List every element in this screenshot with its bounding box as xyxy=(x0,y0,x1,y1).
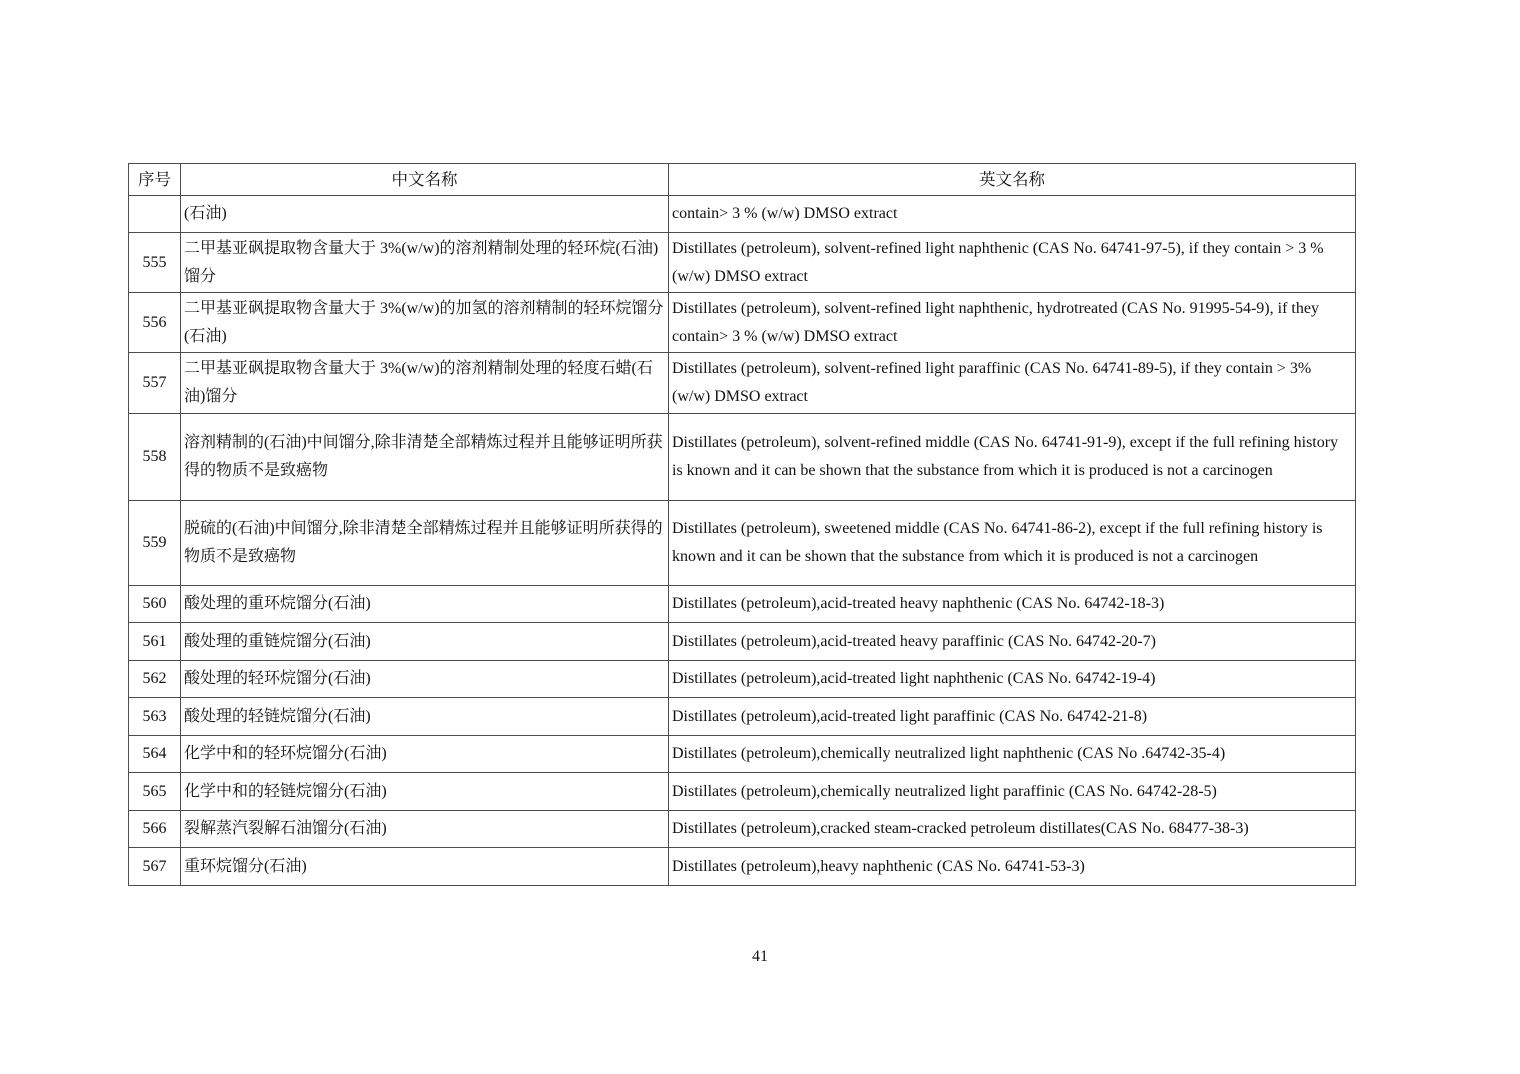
row-index: 559 xyxy=(129,501,181,586)
row-english-name: Distillates (petroleum),acid-treated heavy paraffinic (CAS No. 64742-20-7) xyxy=(669,623,1356,661)
table-row xyxy=(129,196,1356,233)
table-row xyxy=(129,773,1356,811)
row-chinese-name: 化学中和的轻链烷馏分(石油) xyxy=(181,773,669,811)
row-index: 565 xyxy=(129,773,181,811)
row-index: 556 xyxy=(129,293,181,353)
table-header-row xyxy=(129,164,1356,196)
row-chinese-name: 酸处理的轻链烷馏分(石油) xyxy=(181,698,669,736)
row-chinese-name: 二甲基亚砜提取物含量大于 3%(w/w)的溶剂精制处理的轻环烷(石油)馏分 xyxy=(181,233,669,293)
row-chinese-name: 二甲基亚砜提取物含量大于 3%(w/w)的溶剂精制处理的轻度石蜡(石油)馏分 xyxy=(181,353,669,414)
table-row xyxy=(129,501,1356,586)
row-chinese-name: 溶剂精制的(石油)中间馏分,除非清楚全部精炼过程并且能够证明所获得的物质不是致癌物 xyxy=(181,414,669,501)
row-english-name: contain> 3 % (w/w) DMSO extract xyxy=(669,196,1356,233)
table-row xyxy=(129,353,1356,414)
table-row xyxy=(129,586,1356,623)
row-english-name: Distillates (petroleum), solvent-refined middle (CAS No. 64741-91-9), except if the full refining history is known and it can be shown that the substance from which it is produced is not a carcinogen xyxy=(669,414,1356,501)
table-row xyxy=(129,736,1356,773)
table-row xyxy=(129,233,1356,293)
row-english-name: Distillates (petroleum), solvent-refined light paraffinic (CAS No. 64741-89-5), if they contain > 3% (w/w) DMSO extract xyxy=(669,353,1356,414)
row-chinese-name: 重环烷馏分(石油) xyxy=(181,848,669,886)
table-row xyxy=(129,623,1356,661)
table-row xyxy=(129,414,1356,501)
row-english-name: Distillates (petroleum),chemically neutralized light paraffinic (CAS No. 64742-28-5) xyxy=(669,773,1356,811)
table-row xyxy=(129,293,1356,353)
table-row xyxy=(129,661,1356,698)
row-chinese-name: 脱硫的(石油)中间馏分,除非清楚全部精炼过程并且能够证明所获得的物质不是致癌物 xyxy=(181,501,669,586)
row-chinese-name: 酸处理的重链烷馏分(石油) xyxy=(181,623,669,661)
row-english-name: Distillates (petroleum),acid-treated heavy naphthenic (CAS No. 64742-18-3) xyxy=(669,586,1356,623)
row-chinese-name: (石油) xyxy=(181,196,669,233)
row-chinese-name: 酸处理的重环烷馏分(石油) xyxy=(181,586,669,623)
row-index: 555 xyxy=(129,233,181,293)
row-index: 557 xyxy=(129,353,181,414)
row-index: 561 xyxy=(129,623,181,661)
row-chinese-name: 二甲基亚砜提取物含量大于 3%(w/w)的加氢的溶剂精制的轻环烷馏分(石油) xyxy=(181,293,669,353)
row-chinese-name: 化学中和的轻环烷馏分(石油) xyxy=(181,736,669,773)
row-index: 562 xyxy=(129,661,181,698)
row-english-name: Distillates (petroleum),cracked steam-cracked petroleum distillates(CAS No. 68477-38-3) xyxy=(669,811,1356,848)
page-number: 41 xyxy=(752,948,768,965)
row-index: 563 xyxy=(129,698,181,736)
header-english-name: 英文名称 xyxy=(669,164,1356,196)
row-english-name: Distillates (petroleum),chemically neutralized light naphthenic (CAS No .64742-35-4) xyxy=(669,736,1356,773)
table-row xyxy=(129,811,1356,848)
row-english-name: Distillates (petroleum),heavy naphthenic (CAS No. 64741-53-3) xyxy=(669,848,1356,886)
row-index: 564 xyxy=(129,736,181,773)
substance-table xyxy=(128,163,1356,886)
row-index: 567 xyxy=(129,848,181,886)
row-english-name: Distillates (petroleum), solvent-refined light naphthenic (CAS No. 64741-97-5), if they contain > 3 % (w/w) DMSO extract xyxy=(669,233,1356,293)
table-row xyxy=(129,848,1356,886)
row-english-name: Distillates (petroleum),acid-treated light naphthenic (CAS No. 64742-19-4) xyxy=(669,661,1356,698)
row-chinese-name: 裂解蒸汽裂解石油馏分(石油) xyxy=(181,811,669,848)
row-index xyxy=(129,196,181,233)
row-index: 566 xyxy=(129,811,181,848)
row-index: 558 xyxy=(129,414,181,501)
row-index: 560 xyxy=(129,586,181,623)
row-english-name: Distillates (petroleum), sweetened middle (CAS No. 64741-86-2), except if the full refining history is known and it can be shown that the substance from which it is produced is not a carcinogen xyxy=(669,501,1356,586)
row-english-name: Distillates (petroleum),acid-treated light paraffinic (CAS No. 64742-21-8) xyxy=(669,698,1356,736)
header-chinese-name: 中文名称 xyxy=(181,164,669,196)
header-index: 序号 xyxy=(129,164,181,196)
row-english-name: Distillates (petroleum), solvent-refined light naphthenic, hydrotreated (CAS No. 91995-54-9), if they contain> 3 % (w/w) DMSO extract xyxy=(669,293,1356,353)
row-chinese-name: 酸处理的轻环烷馏分(石油) xyxy=(181,661,669,698)
table-row xyxy=(129,698,1356,736)
